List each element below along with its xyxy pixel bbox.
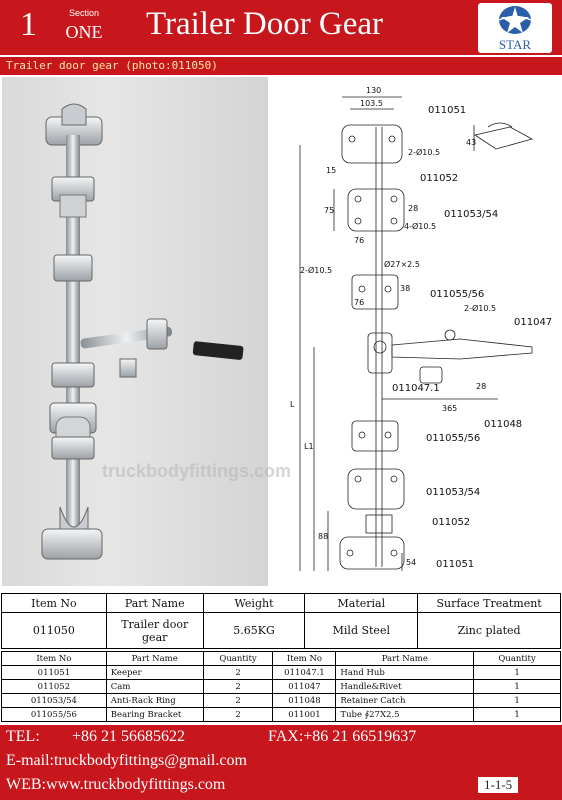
parts-cell: Tube ∮27X2.5 — [336, 708, 474, 722]
parts-header-cell: Part Name — [106, 652, 203, 666]
parts-header-cell: Quantity — [474, 652, 561, 666]
parts-cell: Handle&Rivet — [336, 680, 474, 694]
section-value: ONE — [65, 22, 103, 42]
watermark-text: truckbodyfittings.com — [102, 461, 292, 481]
dim-76a: 76 — [354, 236, 365, 245]
door-gear-photo — [2, 77, 268, 586]
parts-cell: 011053/54 — [2, 694, 107, 708]
parts-cell: 1 — [474, 708, 561, 722]
parts-cell: 011055/56 — [2, 708, 107, 722]
dim-15: 15 — [326, 166, 337, 175]
dim-2-10-5a: 2-Ø10.5 — [408, 148, 441, 157]
dim-365: 365 — [442, 404, 458, 413]
tel-number: +86 21 56685622 — [72, 728, 186, 745]
spec-table — [1, 593, 561, 649]
spec-row — [2, 613, 561, 649]
dim-38: 38 — [400, 284, 411, 293]
callout-011047-1: 011047.1 — [392, 383, 440, 394]
spec-header-cell: Part Name — [106, 594, 203, 613]
dim-88: 88 — [318, 532, 329, 541]
callout-011053-54-bottom: 011053/54 — [426, 487, 481, 498]
parts-cell: 011052 — [2, 680, 107, 694]
parts-cell: 1 — [474, 694, 561, 708]
table-row — [2, 666, 561, 680]
callout-011048: 011048 — [484, 419, 523, 430]
dim-75: 75 — [324, 206, 335, 215]
callout-011047: 011047 — [514, 317, 553, 328]
spec-material: Mild Steel — [305, 613, 418, 649]
parts-header-row — [2, 652, 561, 666]
parts-cell: Anti-Rack Ring — [106, 694, 203, 708]
fax-number: FAX:+86 21 66519637 — [268, 728, 417, 745]
dim-130: 130 — [366, 86, 382, 95]
spec-header-cell: Item No — [2, 594, 107, 613]
parts-header-cell: Part Name — [336, 652, 474, 666]
dim-L: L — [290, 400, 295, 409]
spec-header-row — [2, 594, 561, 613]
parts-cell: Keeper — [106, 666, 203, 680]
parts-cell: 011047 — [273, 680, 336, 694]
star-logo-icon — [478, 3, 552, 53]
dim-4-10-5: 4-Ø10.5 — [404, 222, 437, 231]
spec-surface: Zinc plated — [418, 613, 561, 649]
table-row — [2, 694, 561, 708]
callout-011055-56-top: 011055/56 — [430, 289, 485, 300]
dim-2-10-5c: 2-Ø10.5 — [464, 304, 497, 313]
section-number: 1 — [20, 6, 37, 43]
spec-header-cell: Material — [305, 594, 418, 613]
parts-cell: 2 — [203, 708, 273, 722]
product-photo — [2, 77, 292, 586]
email-link[interactable]: E-mail:truckbodyfittings@gmail.com — [6, 752, 247, 769]
dim-103-5: 103.5 — [360, 99, 383, 108]
dim-43: 43 — [466, 138, 477, 147]
table-row — [2, 708, 561, 722]
dim-L1: L1 — [304, 442, 314, 451]
spec-weight: 5.65KG — [203, 613, 305, 649]
dim-27x2-5: Ø27×2.5 — [384, 260, 420, 269]
spec-header-cell: Weight — [203, 594, 305, 613]
parts-header-cell: Item No — [273, 652, 336, 666]
contact-footer — [0, 725, 562, 800]
dim-28b: 28 — [476, 382, 487, 391]
star-logo — [478, 3, 552, 53]
table-row — [2, 680, 561, 694]
subtitle-bar — [0, 57, 562, 75]
callout-011051-top: 011051 — [428, 105, 467, 116]
website-link[interactable]: WEB:www.truckbodyfittings.com — [6, 776, 226, 793]
parts-cell: Hand Hub — [336, 666, 474, 680]
callout-011052-top: 011052 — [420, 173, 459, 184]
parts-table — [1, 651, 561, 722]
logo-text: STAR — [498, 37, 532, 52]
callout-011055-56-bottom: 011055/56 — [426, 433, 481, 444]
dim-76b: 76 — [354, 298, 365, 307]
callout-011051-bottom: 011051 — [436, 559, 475, 570]
page-number: 1-1-5 — [478, 777, 518, 793]
parts-cell: 1 — [474, 666, 561, 680]
parts-header-cell: Quantity — [203, 652, 273, 666]
header-bar — [0, 0, 562, 55]
callout-011052-bottom: 011052 — [432, 517, 471, 528]
spec-part-name: Trailer door gear — [106, 613, 203, 649]
spec-header-cell: Surface Treatment — [418, 594, 561, 613]
page-title: Trailer Door Gear — [146, 6, 384, 42]
parts-cell: 011001 — [273, 708, 336, 722]
parts-cell: 011047.1 — [273, 666, 336, 680]
parts-cell: 1 — [474, 680, 561, 694]
parts-header-cell: Item No — [2, 652, 107, 666]
dim-54: 54 — [406, 558, 417, 567]
parts-cell: 011048 — [273, 694, 336, 708]
dim-2-10-5b: 2-Ø10.5 — [300, 266, 333, 275]
subtitle-text: Trailer door gear (photo:011050) — [6, 59, 218, 72]
dimension-drawing — [270, 77, 560, 586]
parts-cell: 2 — [203, 666, 273, 680]
technical-drawing — [270, 77, 560, 586]
parts-cell: 011051 — [2, 666, 107, 680]
spec-item-no: 011050 — [2, 613, 107, 649]
parts-cell: Retainer Catch — [336, 694, 474, 708]
parts-cell: 2 — [203, 694, 273, 708]
parts-cell: 2 — [203, 680, 273, 694]
parts-cell: Cam — [106, 680, 203, 694]
section-label: Section — [68, 8, 100, 18]
tel-label: TEL: — [6, 728, 40, 745]
dim-28a: 28 — [408, 204, 419, 213]
parts-cell: Bearing Bracket — [106, 708, 203, 722]
callout-011053-54-top: 011053/54 — [444, 209, 499, 220]
